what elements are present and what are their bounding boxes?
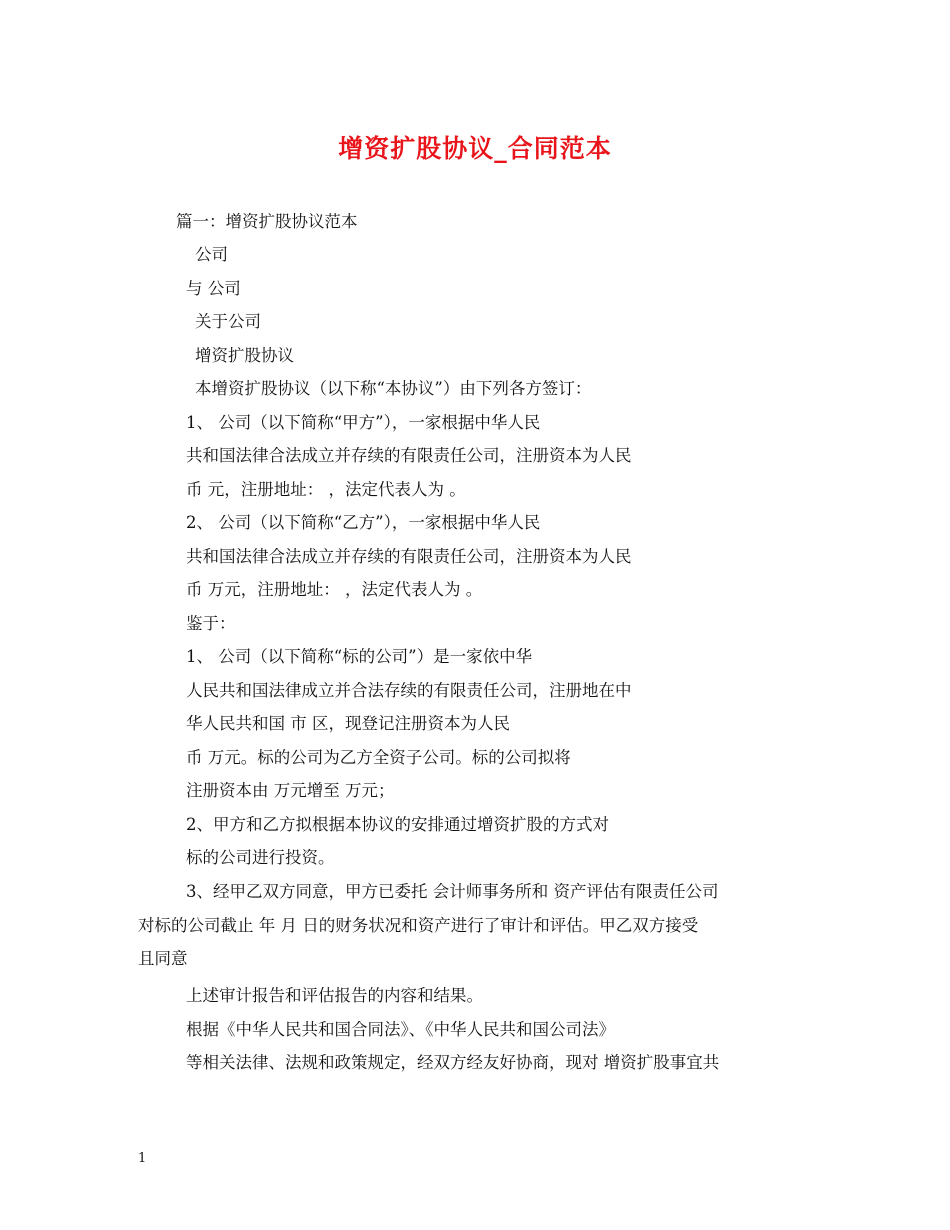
text-line: 币 万元。标的公司为乙方全资子公司。标的公司拟将 (186, 748, 571, 767)
text-line: 上述审计报告和评估报告的内容和结果。 (186, 986, 483, 1005)
text-line: 与 公司 (186, 279, 241, 298)
text-line: 人民共和国法律成立并合法存续的有限责任公司，注册地在中 (186, 681, 632, 700)
text-line: 增资扩股协议 (195, 346, 294, 365)
text-line: 币 万元，注册地址： ，法定代表人为 。 (186, 580, 483, 599)
text-line: 共和国法律合法成立并存续的有限责任公司，注册资本为人民 (186, 446, 632, 465)
text-line: 标的公司进行投资。 (186, 848, 335, 867)
text-line: 2、 公司（以下简称“乙方”），一家根据中华人民 (186, 513, 541, 532)
text-line: 本增资扩股协议（以下称“本协议”）由下列各方签订： (195, 379, 592, 398)
text-line: 1、 公司（以下简称“甲方”），一家根据中华人民 (186, 413, 541, 432)
text-line: 等相关法律、法规和政策规定，经双方经友好协商，现对 增资扩股事宜共 (186, 1053, 720, 1072)
text-line: 关于公司 (195, 312, 261, 331)
text-line: 对标的公司截止 年 月 日的财务状况和资产进行了审计和评估。甲乙双方接受 (138, 916, 699, 935)
text-line: 2、甲方和乙方拟根据本协议的安排通过增资扩股的方式对 (186, 815, 609, 834)
text-line: 且同意 (138, 949, 188, 968)
text-line: 根据《中华人民共和国合同法》、《中华人民共和国公司法》 (186, 1020, 615, 1039)
text-line: 篇一：增资扩股协议范本 (176, 212, 358, 231)
text-line: 公司 (195, 245, 228, 264)
document-title: 增资扩股协议_合同范本 (338, 134, 612, 163)
text-line: 鉴于： (186, 614, 236, 633)
text-line: 注册资本由 万元增至 万元； (186, 781, 395, 800)
text-line: 华人民共和国 市 区，现登记注册资本为人民 (186, 714, 510, 733)
text-line: 1、 公司（以下简称“标的公司”）是一家依中华 (186, 647, 533, 666)
text-line: 共和国法律合法成立并存续的有限责任公司，注册资本为人民 (186, 547, 632, 566)
page-number: 1 (138, 1151, 147, 1166)
text-line: 3、经甲乙双方同意，甲方已委托 会计师事务所和 资产评估有限责任公司 (186, 882, 719, 901)
text-line: 币 元，注册地址： ，法定代表人为 。 (186, 480, 466, 499)
